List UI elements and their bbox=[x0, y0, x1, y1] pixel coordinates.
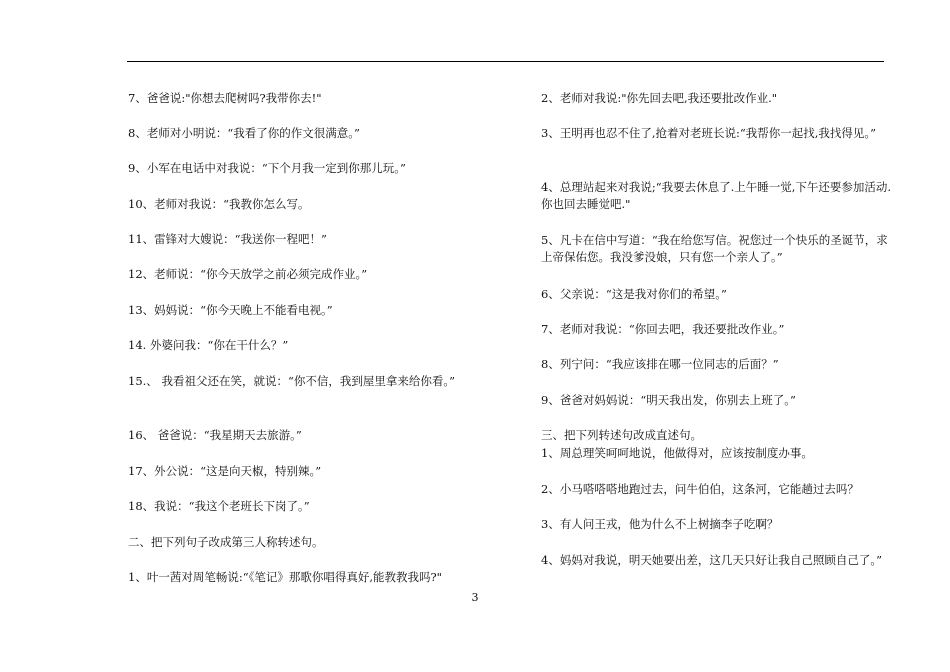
section-heading-3: 三、把下列转述句改成直述句。 bbox=[541, 428, 702, 442]
right-item-s2-8: 8、列宁问：“我应该排在哪一位同志的后面？” bbox=[541, 357, 779, 371]
left-item-9: 9、小军在电话中对我说：“下个月我一定到你那儿玩。” bbox=[128, 161, 406, 175]
left-item-17: 17、外公说：“这是向天椒，特别辣。” bbox=[128, 464, 322, 478]
right-item-s2-6: 6、父亲说：“这是我对你们的希望。” bbox=[541, 287, 727, 301]
right-item-s2-4: 4、总理站起来对我说;“我要去休息了.上午睡一觉,下午还要参加活动.你也回去睡觉吧." bbox=[541, 180, 892, 211]
left-item-18: 18、我说：“我这个老班长下岗了。” bbox=[128, 499, 310, 513]
right-item-s2-2: 2、老师对我说:"你先回去吧,我还要批改作业." bbox=[541, 91, 778, 105]
right-item-s3-3: 3、有人问王戎，他为什么不上树摘李子吃啊？ bbox=[541, 517, 779, 531]
left-item-12: 12、老师说：“你今天放学之前必须完成作业。” bbox=[128, 267, 368, 281]
section-heading-2: 二、把下列句子改成第三人称转述句。 bbox=[128, 535, 324, 549]
right-item-s2-9: 9、爸爸对妈妈说：“明天我出发，你别去上班了。” bbox=[541, 393, 796, 407]
left-item-10: 10、老师对我说：“我教你怎么写。 bbox=[128, 197, 310, 211]
left-item-14: 14. 外婆问我：“你在干什么？” bbox=[128, 338, 289, 352]
left-item-s2-1: 1、叶一茜对周笔畅说:“《笔记》那歌你唱得真好,能教教我吗?" bbox=[128, 570, 442, 584]
left-item-13: 13、妈妈说：“你今天晚上不能看电视。” bbox=[128, 303, 333, 317]
left-item-7: 7、爸爸说:"你想去爬树吗?我带你去!" bbox=[128, 91, 322, 105]
right-item-s3-1: 1、周总理笑呵呵地说，他做得对，应该按制度办事。 bbox=[541, 446, 813, 460]
left-item-8: 8、老师对小明说：“我看了你的作文很满意。” bbox=[128, 126, 360, 140]
right-item-s3-4: 4、妈妈对我说，明天她要出差，这几天只好让我自己照顾自己了。” bbox=[541, 553, 882, 567]
right-item-s2-3: 3、王明再也忍不住了,抢着对老班长说:“我帮你一起找,我找得见。” bbox=[541, 126, 877, 140]
left-item-15: 15.、 我看祖父还在笑，就说：“你不信，我到屋里拿来给你看。” bbox=[128, 374, 455, 388]
page-number: 3 bbox=[471, 591, 479, 604]
right-item-s3-2: 2、小马嗒嗒嗒地跑过去，问牛伯伯，这条河，它能趟过去吗？ bbox=[541, 482, 859, 496]
right-item-s2-7: 7、老师对我说：“你回去吧，我还要批改作业。” bbox=[541, 322, 785, 336]
left-item-11: 11、雷锋对大嫂说：“我送你一程吧！” bbox=[128, 232, 327, 246]
right-item-s2-5: 5、凡卡在信中写道：“我在给您写信。祝您过一个快乐的圣诞节，求上帝保佑您。我没爹没娘，只有您一个亲人了。” bbox=[541, 233, 888, 264]
header-rule bbox=[127, 61, 884, 62]
left-item-16: 16、 爸爸说：“我星期天去旅游。” bbox=[128, 428, 302, 442]
